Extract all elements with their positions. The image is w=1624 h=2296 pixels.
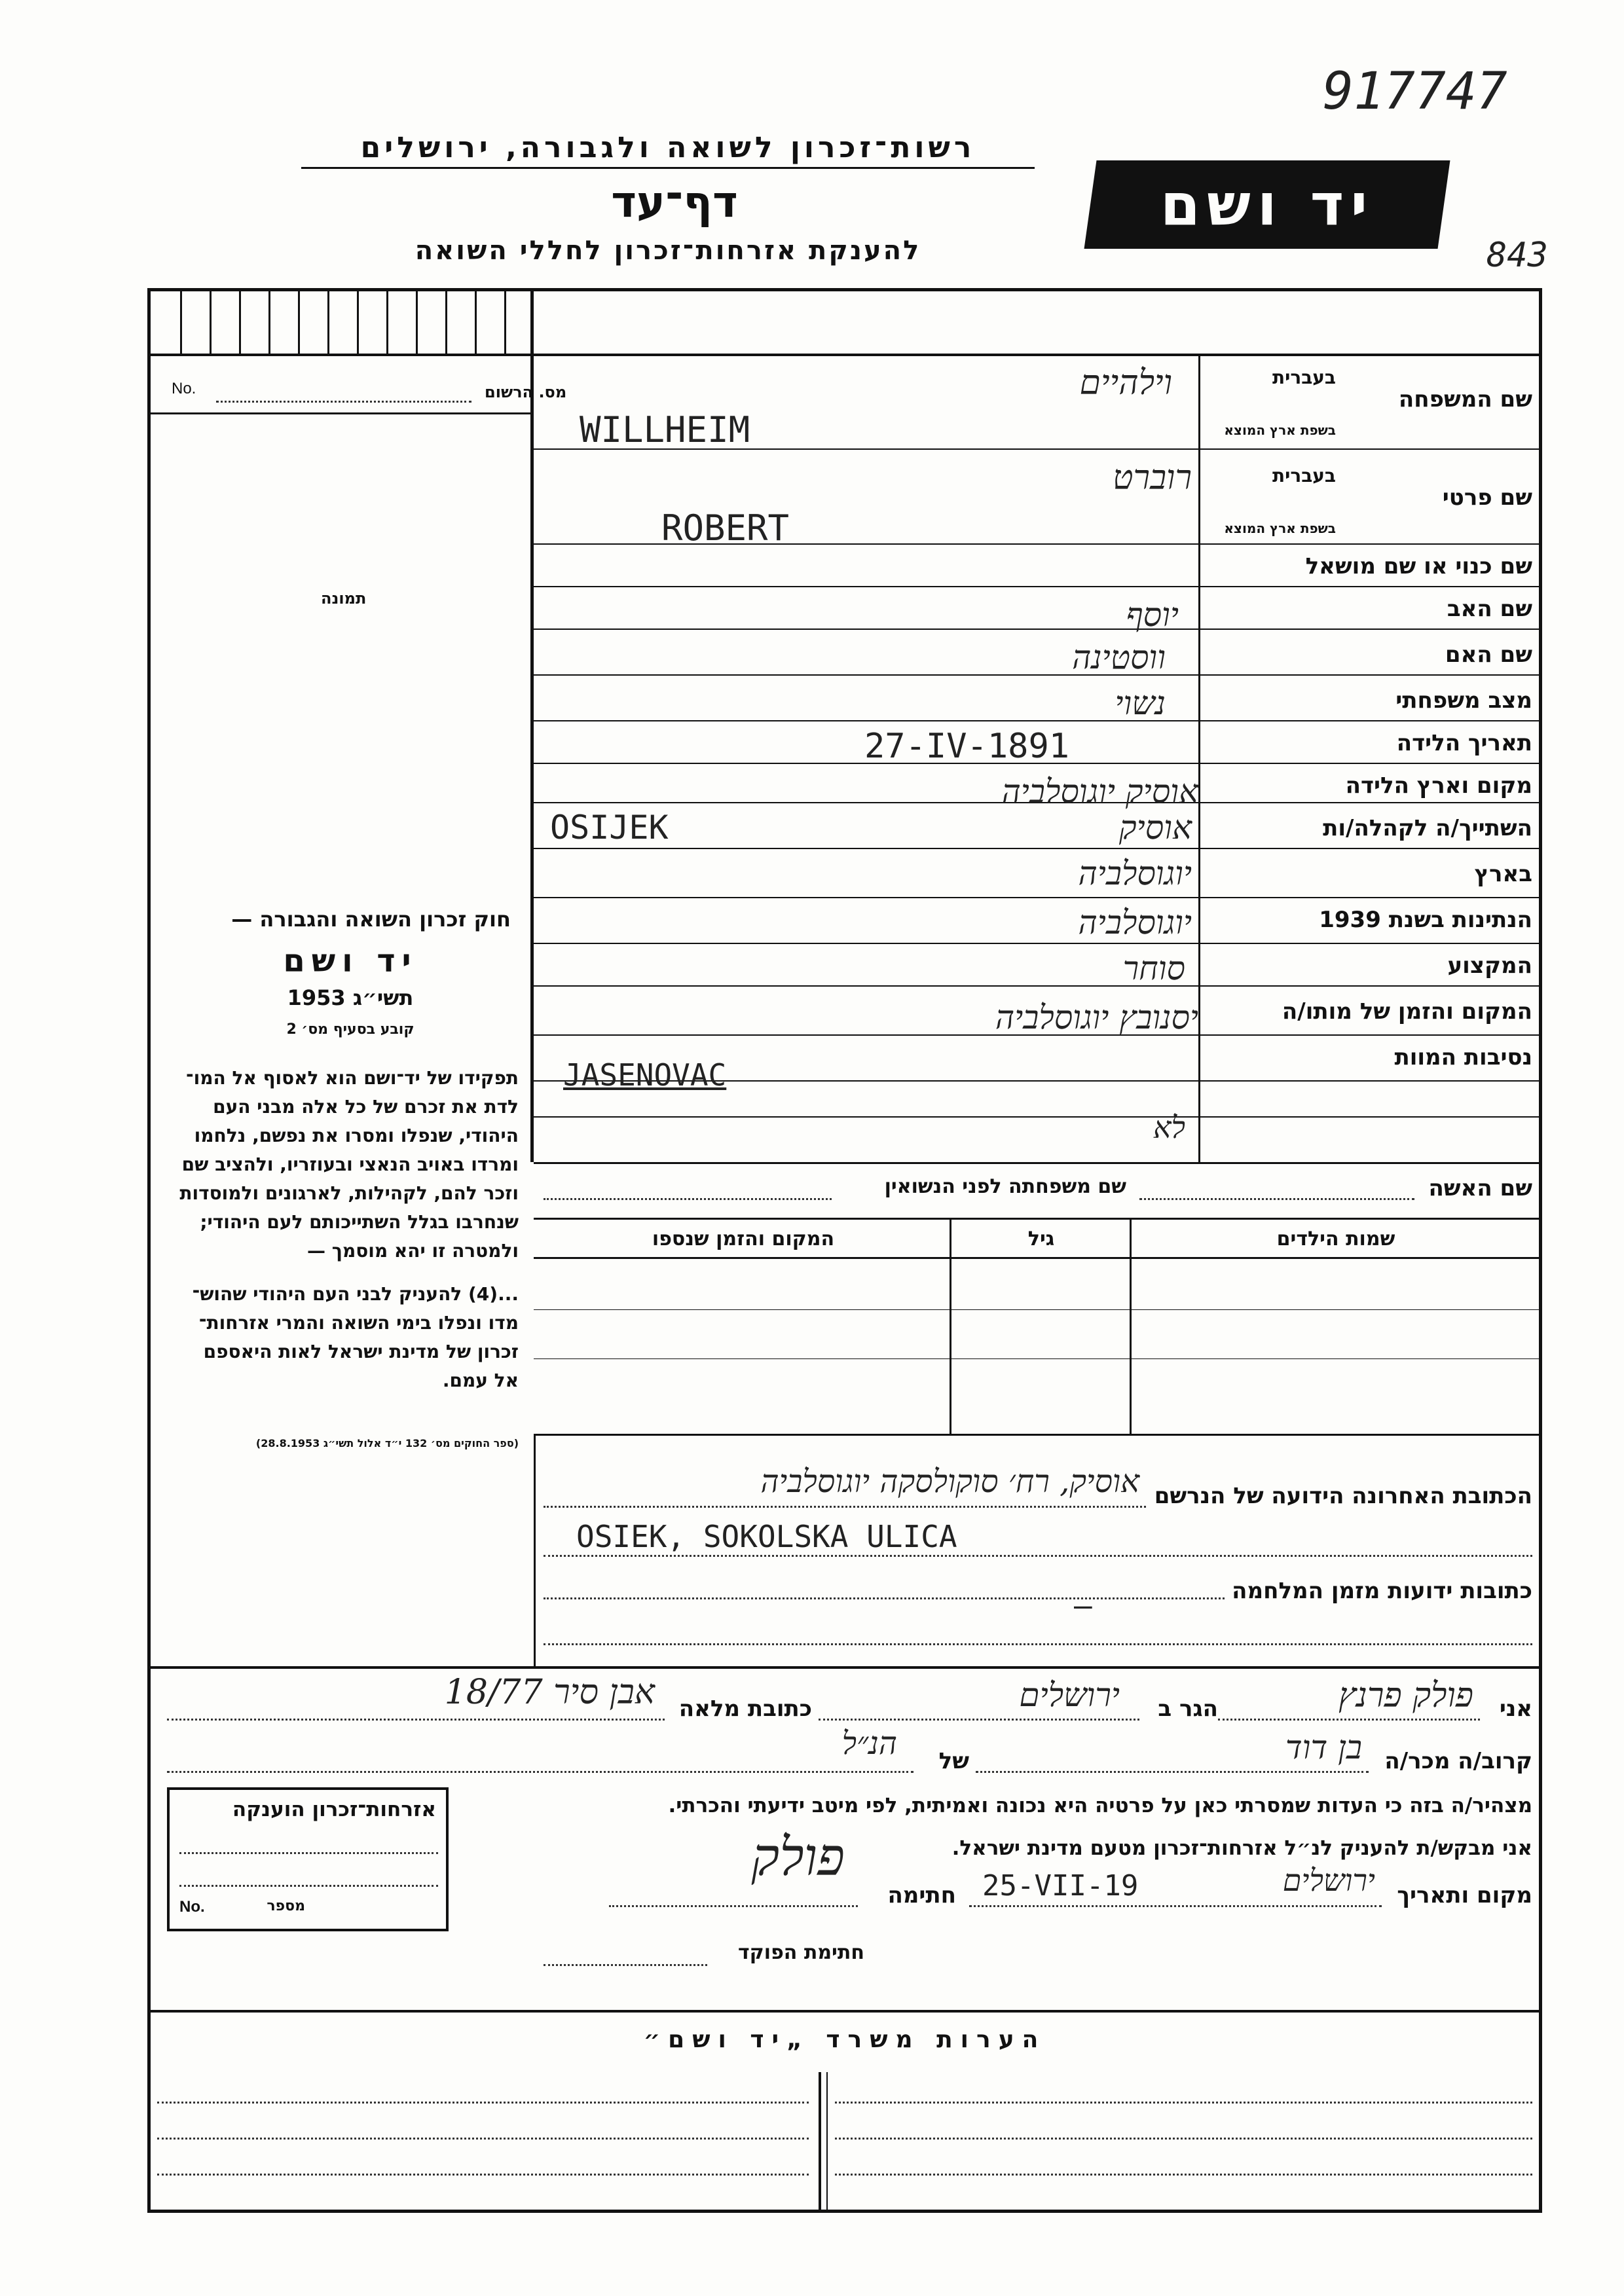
first-name-origin-label: בשפת ארץ המוצא [1224, 520, 1336, 536]
family-name-origin-label: בשפת ארץ המוצא [1224, 422, 1336, 438]
logo-text: יד ושם [1160, 171, 1375, 238]
death-place-label: המקום והזמן של מותו/ה [1282, 998, 1532, 1025]
family-name-hebrew-value: וילהיים [1079, 363, 1172, 403]
first-name-hebrew-label: בעברית [1272, 465, 1336, 486]
father-name-value: יוסף [1126, 596, 1179, 634]
wartime-address-label: כתובות ידועות מזמן המלחמה [1232, 1578, 1532, 1604]
birthdate-label: תאריך הלידה [1396, 730, 1532, 756]
death-circumstances-label: נסיבות המוות [1394, 1044, 1532, 1070]
place-value: ירושלים [1282, 1863, 1375, 1898]
death-place-hebrew-value: יסנובץ יוגוסלביה [995, 998, 1198, 1036]
citizenship-stamp-box [167, 1787, 449, 1931]
law-text [172, 1064, 519, 1266]
law-line: היהודי, שנפלו ומסרו את נפשם, נלחמו [194, 1125, 519, 1146]
nickname-label: שם כנוי או שם מושאל [1305, 553, 1532, 579]
declarant-city-value: ירושלים [1019, 1676, 1120, 1714]
declaration-text: מצהיר/ה בזה כי העדות שמסרתי כאן על פרטיה היא נכונה ואמיתית, לפי מיטב ידיעתי והכרתי. [668, 1794, 1532, 1817]
law-line: תפקידו של יד־ושם הוא לאסוף אל המו־ [186, 1067, 519, 1089]
law-line: ומרדו באויב הנאצי ובעוזריו, ולהציב שם [181, 1154, 519, 1175]
of-label: של [938, 1748, 969, 1774]
first-name-hebrew-value: רוברט [1113, 458, 1192, 498]
law-clause: קובע בסעיף מס׳ 2 [286, 1021, 415, 1038]
mother-name-label: שם האם [1445, 642, 1532, 668]
last-address-hebrew-value: אוסיק, רח׳ סוקולסקה יוגוסלביה [760, 1463, 1139, 1500]
law-line: לדת את זכרם של כל אלה מבני העם [213, 1096, 519, 1118]
of-value: הנ״ל [841, 1725, 897, 1762]
law-line: זכרון של מדינת ישראל לאות היאספם [203, 1341, 519, 1362]
family-name-latin-value: WILLHEIM [580, 409, 750, 450]
citizenship-value: יוגוסלביה [1078, 903, 1192, 941]
family-name-label: שם המשפחה [1398, 386, 1532, 412]
yad-vashem-logo [1084, 160, 1450, 249]
law-reference: (ספר החוקים מס׳ 132 י״ד אלול תשי״ג 28.8.1953) [255, 1437, 519, 1449]
law-text-2 [172, 1280, 519, 1395]
stamp-no-label: No. [179, 1898, 205, 1916]
country-value: יוגוסלביה [1078, 854, 1192, 892]
children-names-header: שמות הילדים [1276, 1228, 1395, 1250]
law-line: ...(4) להעניק לבני העם היהודי שהוש־ [192, 1283, 519, 1305]
signature-label: חתימה [887, 1882, 956, 1908]
marital-status-value: נשוי [1115, 684, 1166, 722]
declarant-i-label: אני [1499, 1696, 1532, 1722]
mother-name-value: ווסטינה [1072, 638, 1166, 676]
handwritten-archive-number: 917747 [1323, 62, 1507, 121]
wartime-address-value: — [1074, 1588, 1092, 1623]
stamp-number-label: מספר [267, 1898, 305, 1914]
resides-in-label: הגר ב [1158, 1696, 1218, 1722]
community-value: אוסיק [1118, 809, 1192, 847]
law-line: אל עמם. [442, 1370, 519, 1391]
children-age-header: גיל [1027, 1228, 1055, 1250]
family-name-hebrew-label: בעברית [1272, 367, 1336, 388]
last-address-latin-value: OSIEK, SOKOLSKA ULICA [576, 1519, 957, 1554]
wife-name-label: שם האשה [1428, 1175, 1532, 1201]
wife-maiden-name-label: שם משפחתה לפני הנשואין [884, 1175, 1126, 1198]
relation-value: בן דוד [1285, 1728, 1362, 1766]
birthplace-label: מקום וארץ הלידה [1345, 773, 1532, 799]
law-line: שנחרבו בגלל השתייכותם לעם היהודי; [200, 1211, 519, 1233]
law-title: חוק זכרון השואה והגבורה — [231, 907, 511, 932]
page-title: דף־עד [611, 177, 738, 227]
request-text: אני מבקש/ת להעניק לנ״ל אזרחות־זכרון מטעם מדינת ישראל. [951, 1836, 1532, 1860]
marital-status-label: מצב משפחתי [1395, 687, 1532, 714]
relation-label: קרוב/ה מכר/ה [1384, 1748, 1532, 1774]
signature-value: פולק [751, 1827, 845, 1887]
citizenship-label: הנתינות בשנת 1939 [1319, 907, 1532, 933]
law-line: וזכר להם, לקהילות, לארגונים ולמוסדות [179, 1182, 519, 1204]
last-address-label: הכתובת האחרונה הידועה של הנרשם [1154, 1483, 1532, 1509]
place-date-label: מקום ותאריך [1397, 1882, 1532, 1908]
profession-label: המקצוע [1447, 953, 1532, 979]
first-name-latin-value: ROBERT [661, 507, 790, 549]
authority-title: רשות־זכרון לשואה ולגבורה, ירושלים [301, 131, 1035, 169]
first-name-label: שם פרטי [1442, 484, 1532, 511]
birthplace-latin-value: OSIJEK [550, 809, 669, 847]
no-label: No. [172, 380, 196, 397]
birthplace-hebrew-value: אוסיק יוגוסלביה [1001, 773, 1198, 811]
date-value: 25-VII-19 [982, 1869, 1139, 1903]
birthdate-value: 27-IV-1891 [864, 727, 1070, 766]
law-name: יד ושם [283, 943, 418, 979]
full-address-value: אבן סיר 18/77 [444, 1673, 655, 1712]
stamp-box-title: אזרחות־זכרון הוענקה [232, 1798, 436, 1821]
full-address-label: כתובת מלאה [678, 1696, 812, 1722]
photo-label: תמונה [321, 589, 367, 608]
community-label: השתייך/ה לקהלה/ות [1323, 815, 1532, 841]
death-place-latin-value: JASENOVAC [563, 1057, 727, 1093]
law-line: ולמטרה זו יהא מוסמך — [307, 1240, 519, 1262]
page-subtitle: להענקת אזרחות־זכרון לחללי השואה [415, 236, 921, 266]
children-death-header: המקום והזמן שנספו [652, 1228, 835, 1250]
officer-signature-label: חתימת הפוקד [738, 1941, 864, 1964]
corner-number: 843 [1486, 236, 1548, 275]
law-year: תשי״ג 1953 [287, 985, 414, 1010]
profession-value: סוחר [1122, 949, 1185, 987]
country-label: בארץ [1474, 861, 1532, 887]
declarant-name-value: פולק פרנץ [1338, 1676, 1473, 1715]
office-notes-title: הערות משרד „יד ושם״ [643, 2026, 1046, 2053]
death-circumstances-value: לא [1153, 1110, 1185, 1145]
law-line: מדו ונפלו בימי השואה והמרי אזרחות־ [198, 1312, 519, 1334]
father-name-label: שם האב [1447, 596, 1532, 622]
registration-number-label: מס. הרשום [485, 383, 567, 401]
